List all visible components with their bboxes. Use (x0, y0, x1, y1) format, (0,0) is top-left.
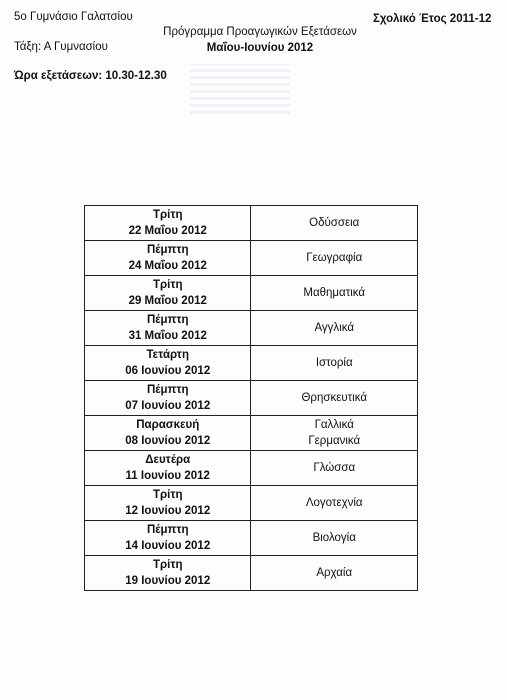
exam-subject: Θρησκευτικά (301, 392, 367, 404)
exam-subject-cell (251, 556, 418, 591)
table-row (85, 346, 418, 381)
exam-date: 07 Ιουνίου 2012 (125, 400, 211, 412)
exam-date-cell (85, 241, 251, 276)
table-row (85, 206, 418, 241)
exam-subject-cell (251, 346, 418, 381)
exam-subject-cell (251, 521, 418, 556)
exam-subject: Αρχαία (316, 567, 353, 579)
exam-subject-cell (251, 206, 418, 241)
exam-subject: Ιστορία (315, 357, 353, 369)
exam-date: 31 Μαΐου 2012 (128, 330, 207, 342)
exam-date-cell (85, 311, 251, 346)
exam-subject-secondary: Γερμανικά (308, 435, 361, 447)
exam-date: 06 Ιουνίου 2012 (125, 365, 211, 377)
table-row (85, 241, 418, 276)
exam-day: Τρίτη (152, 489, 183, 501)
table-row (85, 556, 418, 591)
document-title: Πρόγραμμα Προαγωγικών Εξετάσεων (163, 26, 357, 38)
exam-subject: Μαθηματικά (303, 287, 366, 299)
exam-date: 22 Μαΐου 2012 (128, 225, 207, 237)
exam-date-cell (85, 276, 251, 311)
exam-date-cell (85, 346, 251, 381)
exam-subject-cell (251, 486, 418, 521)
exam-date: 24 Μαΐου 2012 (128, 260, 207, 272)
table-row (85, 416, 418, 451)
exam-date-cell (85, 381, 251, 416)
exam-subject: Οδύσσεια (309, 217, 360, 229)
class-label: Τάξη: Α Γυμνασίου (14, 41, 108, 53)
exam-day: Πέμπτη (146, 244, 189, 256)
table-row (85, 486, 418, 521)
exam-day: Πέμπτη (146, 314, 189, 326)
school-year: Σχολικό Έτος 2011-12 (373, 13, 492, 25)
exam-date-cell (85, 521, 251, 556)
exam-subject: Γεωγραφία (306, 252, 363, 264)
table-row (85, 276, 418, 311)
exam-period: Μαΐου-Ιουνίου 2012 (206, 42, 314, 54)
table-row (85, 521, 418, 556)
exam-day: Τρίτη (152, 279, 183, 291)
exam-subject: Αγγλικά (314, 322, 354, 334)
exam-day: Παρασκευή (136, 419, 200, 431)
exam-date-cell (85, 451, 251, 486)
exam-date: 14 Ιουνίου 2012 (125, 540, 211, 552)
exam-subject-cell (251, 451, 418, 486)
exam-day: Τρίτη (152, 209, 183, 221)
exam-date: 29 Μαΐου 2012 (128, 295, 207, 307)
exam-subject-cell (251, 276, 418, 311)
exam-day: Δευτέρα (145, 454, 191, 466)
table-row (85, 311, 418, 346)
exam-day: Τετάρτη (146, 349, 189, 361)
table-row (85, 381, 418, 416)
exam-subject: Βιολογία (312, 532, 356, 544)
exam-subject-cell (251, 416, 418, 451)
exam-date: 08 Ιουνίου 2012 (125, 435, 211, 447)
exam-date-cell (85, 416, 251, 451)
school-name: 5ο Γυμνάσιο Γαλατσίου (14, 11, 133, 23)
exam-day: Πέμπτη (146, 524, 189, 536)
exam-day: Πέμπτη (146, 384, 189, 396)
table-row (85, 451, 418, 486)
exam-date-cell (85, 206, 251, 241)
exam-schedule-table (84, 205, 418, 591)
exam-subject: Λογοτεχνία (305, 497, 363, 509)
exam-subject: Γαλλικά (314, 419, 354, 431)
schedule-body (85, 206, 418, 591)
exam-subject-cell (251, 311, 418, 346)
exam-hours: Ώρα εξετάσεων: 10.30-12.30 (14, 70, 167, 82)
exam-date: 11 Ιουνίου 2012 (125, 470, 210, 482)
exam-subject-cell (251, 241, 418, 276)
exam-date-cell (85, 556, 251, 591)
exam-date-cell (85, 486, 251, 521)
exam-day: Τρίτη (152, 559, 183, 571)
exam-subject: Γλώσσα (313, 462, 356, 474)
exam-subject-cell (251, 381, 418, 416)
faint-stamp-mark (190, 64, 290, 114)
exam-date: 12 Ιουνίου 2012 (125, 505, 211, 517)
exam-date: 19 Ιουνίου 2012 (125, 575, 211, 587)
